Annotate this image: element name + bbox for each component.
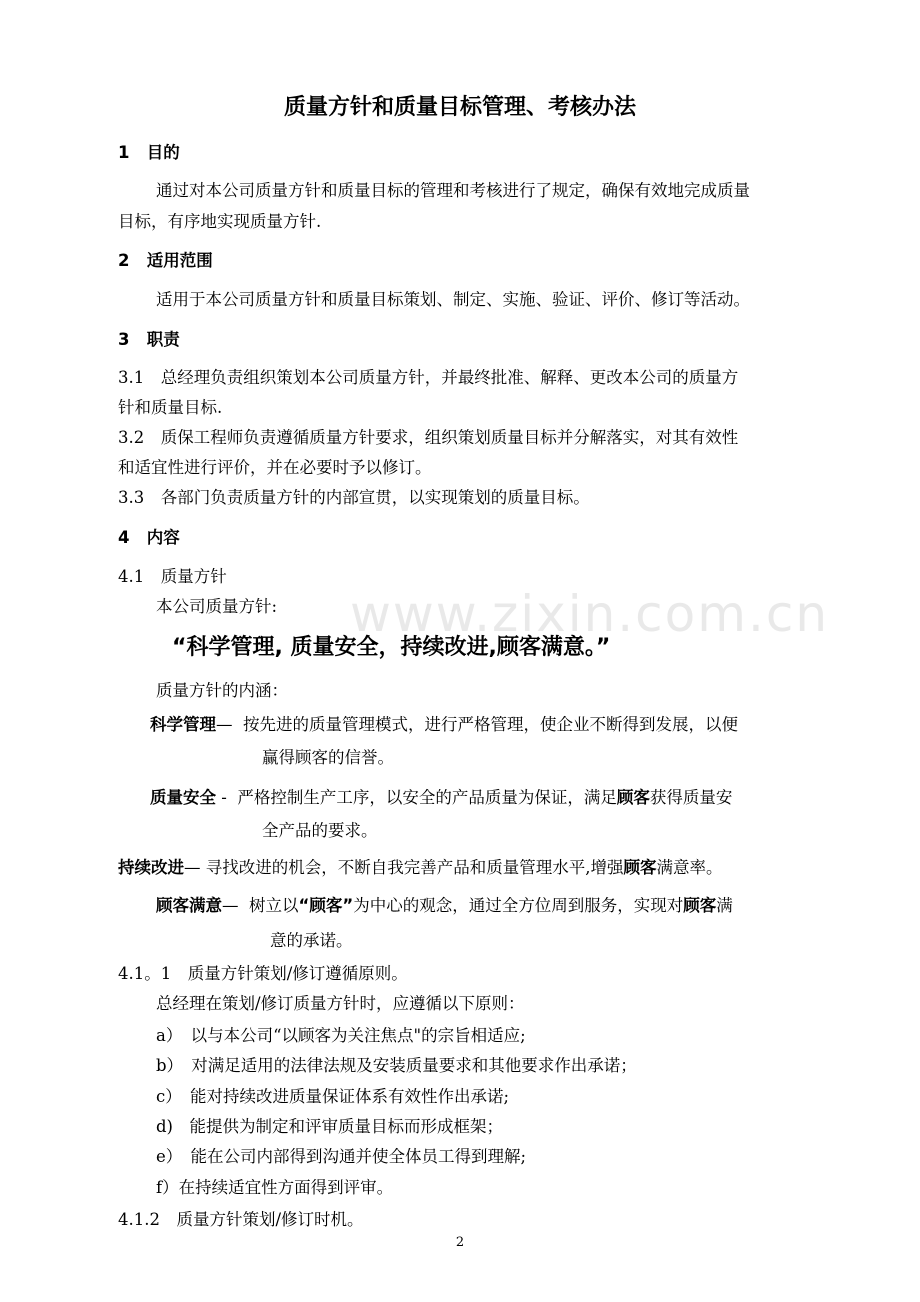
term-definition: 寻找改进的机会，不断自我完善产品和质量管理水平,增强 [205, 858, 624, 877]
term-label: 质量安全 [150, 788, 216, 807]
section-4-title: 内容 [146, 528, 180, 547]
term-definition-mid: 为中心的观念，通过全方位周到服务，实现对 [353, 896, 684, 915]
principle-a: a） 以与本公司“以顾客为关注焦点"的宗旨相适应; [156, 1026, 526, 1045]
term-customer-satisfaction-line-2: 意的承诺。 [270, 931, 353, 950]
principle-b: b） 对满足适用的法律法规及安装质量要求和其他要求作出承诺； [156, 1056, 637, 1075]
clause-4-1-2: 4.1.2 质量方针策划/修订时机。 [118, 1210, 364, 1229]
term-dash: — [216, 715, 233, 734]
section-1-title: 目的 [146, 143, 180, 162]
term-definition-end: 获得质量安 [649, 788, 733, 807]
emphasis-customer-quoted: “顾客” [298, 896, 354, 915]
page-title: 质量方针和质量目标管理、考核办法 [283, 95, 636, 120]
section-1-number: 1 [118, 143, 130, 162]
term-label: 科学管理 [150, 715, 216, 734]
section-3-number: 3 [118, 330, 130, 349]
principle-e: e） 能在公司内部得到沟通并使全体员工得到理解; [156, 1147, 527, 1166]
policy-intro: 本公司质量方针: [156, 597, 278, 616]
policy-meaning-heading: 质量方针的内涵： [156, 681, 288, 700]
term-scientific-management-line-2: 赢得顾客的信誉。 [262, 748, 394, 767]
term-label: 顾客满意 [156, 896, 222, 915]
term-definition-end: 满意率。 [656, 858, 723, 877]
term-scientific-management [150, 714, 738, 736]
clause-3-2-line-2: 和适宜性进行评价，并在必要时予以修订。 [118, 458, 432, 477]
emphasis-customer: 顾客 [683, 896, 717, 915]
term-quality-safety [150, 787, 732, 809]
term-dash: — [222, 896, 239, 915]
clause-4-1-1-intro: 总经理在策划/修订质量方针时，应遵循以下原则： [156, 994, 525, 1013]
term-dash: — [184, 858, 201, 877]
clause-4-1: 4.1 质量方针 [118, 567, 227, 586]
clause-3-1-line-2: 针和质量目标. [118, 398, 223, 417]
section-1-line-2: 目标，有序地实现质量方针. [118, 212, 322, 231]
section-2-number: 2 [118, 251, 130, 270]
section-3-title: 职责 [146, 330, 180, 349]
term-label: 持续改进 [118, 858, 184, 877]
principle-d: d) 能提供为制定和评审质量目标而形成框架； [156, 1117, 503, 1136]
section-4-heading [118, 527, 180, 549]
emphasis-customer: 顾客 [616, 788, 650, 807]
section-4-number: 4 [118, 528, 130, 547]
term-continuous-improvement [118, 857, 723, 879]
section-1-heading [118, 142, 180, 164]
emphasis-customer: 顾客 [623, 858, 657, 877]
section-3-heading [118, 329, 180, 351]
section-2-heading [118, 250, 213, 272]
term-dash: - [216, 788, 233, 807]
term-definition: 严格控制生产工序，以安全的产品质量为保证，满足 [237, 788, 617, 807]
term-definition: 树立以 [249, 896, 299, 915]
term-customer-satisfaction [156, 895, 733, 917]
quality-policy-slogan: “科学管理, 质量安全，持续改进,顾客满意。” [172, 635, 611, 660]
term-quality-safety-line-2: 全产品的要求。 [262, 821, 378, 840]
term-definition-end: 满 [716, 896, 733, 915]
watermark: www.zixin.com.cn [350, 585, 830, 643]
clause-3-2-line-1: 3.2 质保工程师负责遵循质量方针要求，组织策划质量目标并分解落实，对其有效性 [118, 428, 739, 447]
section-2-line-1: 适用于本公司质量方针和质量目标策划、制定、实施、验证、评价、修订等活动。 [156, 290, 750, 309]
clause-4-1-1: 4.1。1 质量方针策划/修订遵循原则。 [118, 964, 408, 983]
page-number: 2 [455, 1235, 465, 1250]
section-2-title: 适用范围 [146, 251, 213, 270]
clause-3-1-line-1: 3.1 总经理负责组织策划本公司质量方针，并最终批准、解释、更改本公司的质量方 [118, 368, 739, 387]
principle-f: f）在持续适宜性方面得到评审。 [156, 1178, 394, 1197]
clause-3-3: 3.3 各部门负责质量方针的内部宣贯，以实现策划的质量目标。 [118, 488, 590, 507]
principle-c: c） 能对持续改进质量保证体系有效性作出承诺; [156, 1087, 510, 1106]
section-1-line-1: 通过对本公司质量方针和质量目标的管理和考核进行了规定，确保有效地完成质量 [156, 181, 750, 200]
term-definition: 按先进的质量管理模式，进行严格管理，使企业不断得到发展，以便 [243, 715, 738, 734]
